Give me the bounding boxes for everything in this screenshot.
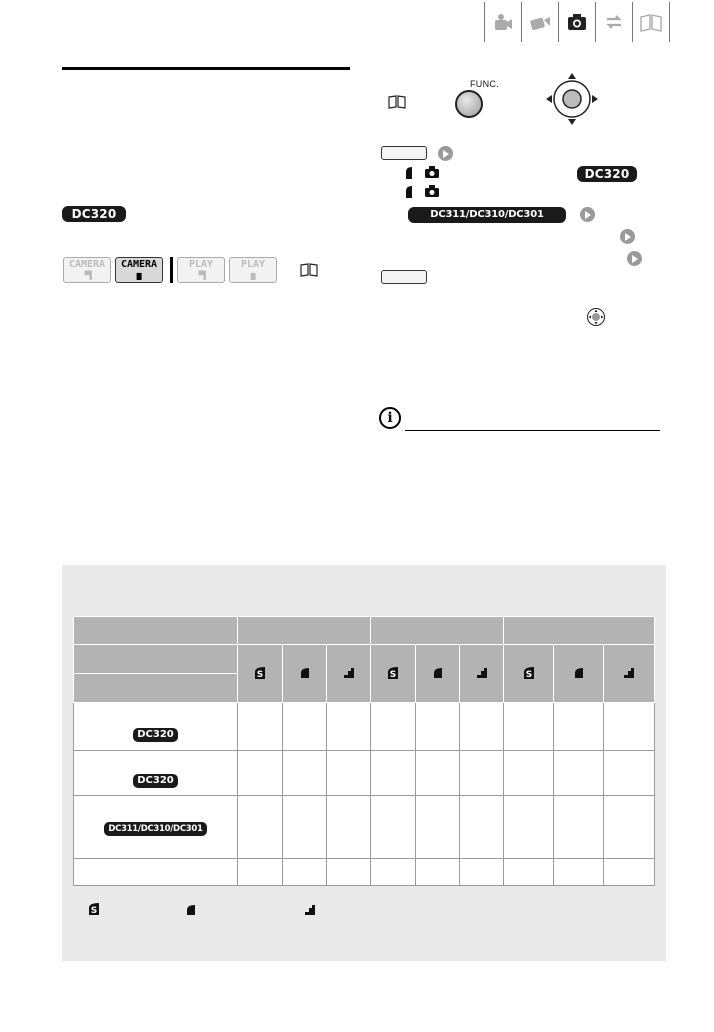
table-cell [416, 703, 460, 751]
camera-icon [424, 184, 440, 198]
mode-camera-photo [115, 257, 163, 283]
fine-icon [433, 667, 443, 679]
table-header-cell [238, 617, 371, 645]
table-cell [604, 751, 655, 796]
table-cell [371, 751, 416, 796]
table-cell [554, 703, 604, 751]
table-cell [416, 751, 460, 796]
tab-transfer[interactable] [595, 2, 632, 42]
table-row-label [74, 796, 238, 859]
table-cell [604, 796, 655, 859]
table-cell [554, 796, 604, 859]
svg-text:S: S [389, 670, 397, 681]
func-key-box [381, 270, 427, 284]
table-row [74, 859, 655, 886]
table-cell [327, 796, 371, 859]
set-button-icon [586, 307, 606, 327]
quality-cell [327, 645, 371, 703]
mode-label: CAMERA [68, 259, 106, 270]
mode-separator [170, 257, 173, 283]
mode-label: PLAY [240, 259, 266, 270]
table-header-cell [74, 645, 238, 674]
fine-icon [574, 667, 584, 679]
tab-photo[interactable] [558, 2, 595, 42]
table-row [74, 796, 655, 859]
table-cell [327, 859, 371, 886]
table-cell [327, 703, 371, 751]
mode-label: CAMERA [120, 259, 158, 270]
tab-camcorder[interactable] [484, 2, 521, 42]
table-cell [460, 859, 504, 886]
section-rule [62, 67, 350, 70]
superfine-icon [254, 666, 266, 680]
next-arrow-icon [627, 251, 642, 266]
fine-icon [186, 904, 196, 916]
capacity-table [73, 616, 655, 886]
svg-text:S: S [90, 906, 98, 916]
table-header-cell [74, 617, 238, 645]
fine-icon [300, 667, 310, 679]
normal-icon [343, 667, 355, 679]
table-cell [371, 796, 416, 859]
table-cell [504, 703, 554, 751]
model-badge-dc320: DC320 [133, 774, 178, 788]
table-cell [460, 703, 504, 751]
table-cell [283, 751, 327, 796]
tab-reference[interactable] [632, 2, 670, 42]
table-cell [283, 859, 327, 886]
table-cell [238, 703, 283, 751]
model-badge-dc311-group: DC311/DC310/DC301 [104, 822, 206, 836]
table-cell [460, 751, 504, 796]
table-cell [416, 859, 460, 886]
next-arrow-icon [438, 146, 453, 161]
table-cell [238, 859, 283, 886]
quality-cell [460, 645, 504, 703]
func-key-box [381, 146, 427, 160]
svg-text:S: S [525, 670, 532, 681]
table-cell [460, 796, 504, 859]
table-row-label [74, 703, 238, 751]
table-cell [238, 751, 283, 796]
notes-rule [405, 430, 660, 431]
camera-icon: ▆ [136, 271, 142, 280]
movie-icon: ▝▜ [196, 271, 206, 280]
func-button[interactable] [455, 90, 483, 118]
fine-icon [404, 166, 414, 180]
movie-icon: ▝▜ [82, 271, 92, 280]
table-header-row [74, 645, 655, 674]
table-cell [371, 859, 416, 886]
table-cell [504, 859, 554, 886]
tab-video[interactable] [521, 2, 558, 42]
table-cell [416, 796, 460, 859]
info-icon: i [379, 407, 401, 429]
superfine-icon [387, 666, 399, 680]
func-label: FUNC. [470, 79, 499, 89]
mode-label: PLAY [188, 259, 214, 270]
table-cell [283, 796, 327, 859]
mode-play-photo [229, 257, 277, 283]
table-cell [554, 859, 604, 886]
normal-icon [304, 904, 316, 916]
camera-icon: ▆ [250, 271, 256, 280]
transfer-arrows-icon [603, 11, 625, 33]
normal-icon [623, 667, 635, 679]
quality-cell [416, 645, 460, 703]
quality-cell [604, 645, 655, 703]
svg-text:S: S [256, 670, 264, 681]
table-cell [238, 796, 283, 859]
chapter-tabs [484, 2, 670, 42]
table-header-cell [74, 674, 238, 703]
model-badge-dc311-group: DC311/DC310/DC301 [408, 207, 566, 223]
table-row [74, 751, 655, 796]
table-cell [327, 751, 371, 796]
book-icon [388, 95, 406, 109]
book-icon [639, 11, 663, 33]
camcorder-icon [492, 11, 514, 33]
superfine-icon [523, 666, 535, 680]
table-cell [604, 703, 655, 751]
table-cell [504, 751, 554, 796]
table-header-cell [504, 617, 655, 645]
video-camera-icon [529, 11, 551, 33]
camera-icon [424, 165, 440, 179]
quality-cell [554, 645, 604, 703]
mode-play-movie [177, 257, 225, 283]
table-row-label [74, 859, 238, 886]
table-cell [283, 703, 327, 751]
table-cell [504, 796, 554, 859]
quality-cell [283, 645, 327, 703]
table-header-row [74, 617, 655, 645]
model-badge-dc320: DC320 [133, 728, 178, 742]
fine-icon [404, 185, 414, 199]
quality-cell [371, 645, 416, 703]
next-arrow-icon [620, 229, 635, 244]
table-header-cell [371, 617, 504, 645]
quality-cell [504, 645, 554, 703]
table-cell [371, 703, 416, 751]
model-badge-dc320: DC320 [577, 166, 637, 182]
superfine-icon [88, 902, 100, 916]
table-cell [604, 859, 655, 886]
still-camera-icon [566, 11, 588, 33]
model-badge-dc320: DC320 [62, 206, 126, 222]
quality-cell [238, 645, 283, 703]
table-row [74, 703, 655, 751]
book-icon [300, 263, 318, 277]
table-row-label [74, 751, 238, 796]
joystick-icon[interactable] [545, 72, 599, 126]
next-arrow-icon [580, 207, 595, 222]
table-cell [554, 751, 604, 796]
normal-icon [476, 667, 488, 679]
mode-camera-movie [63, 257, 111, 283]
